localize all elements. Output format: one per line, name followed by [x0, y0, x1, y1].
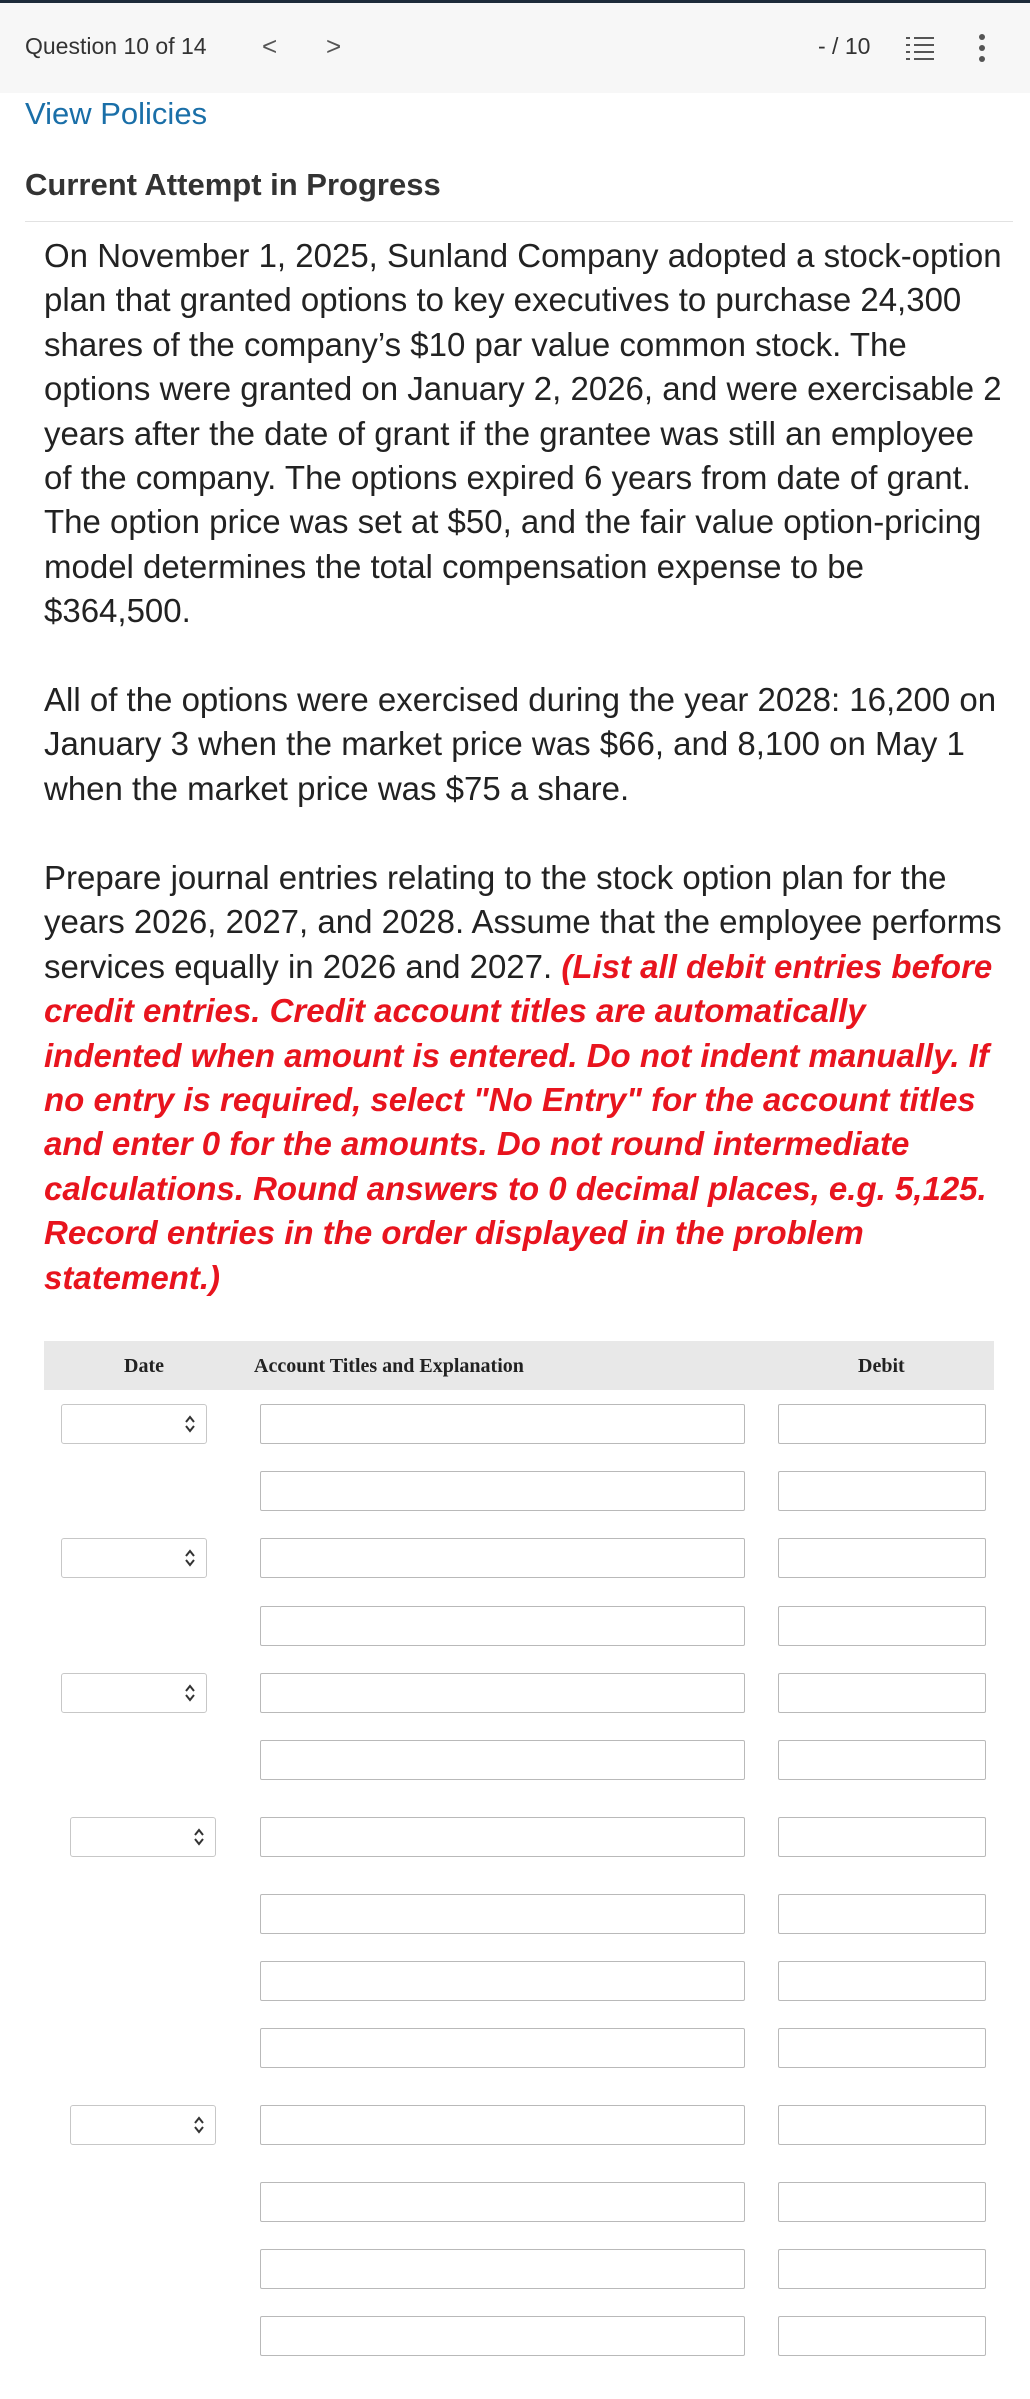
debit-amount-input[interactable]: [778, 2182, 986, 2222]
task-text: Prepare journal entries relating to the stock option plan for the years 2026, 2027, and 2028. Assume that the employee performs services equally in 2026 and 2027.: [44, 859, 1002, 985]
date-select[interactable]: [61, 1673, 207, 1713]
attempt-title: Current Attempt in Progress: [25, 167, 441, 202]
journal-table-header: [44, 1341, 994, 1390]
account-title-input[interactable]: [260, 1894, 745, 1934]
date-column-header: Date: [124, 1355, 164, 1377]
date-select[interactable]: [70, 2105, 216, 2145]
date-select[interactable]: [70, 1817, 216, 1857]
debit-amount-input[interactable]: [778, 2249, 986, 2289]
debit-amount-input[interactable]: [778, 2028, 986, 2068]
view-policies-link[interactable]: View Policies: [25, 96, 208, 131]
next-question-button[interactable]: >: [326, 31, 342, 61]
question-counter: Question 10 of 14: [25, 33, 207, 59]
account-title-input[interactable]: [260, 1817, 745, 1857]
account-title-input[interactable]: [260, 2028, 745, 2068]
account-title-input[interactable]: [260, 2182, 745, 2222]
debit-amount-input[interactable]: [778, 1961, 986, 2001]
updown-chevron-icon: [193, 1826, 205, 1848]
debit-amount-input[interactable]: [778, 1894, 986, 1934]
debit-amount-input[interactable]: [778, 1538, 986, 1578]
account-title-input[interactable]: [260, 1471, 745, 1511]
account-title-input[interactable]: [260, 1673, 745, 1713]
account-title-input[interactable]: [260, 1961, 745, 2001]
account-title-input[interactable]: [260, 1606, 745, 1646]
debit-column-header: Debit: [858, 1355, 905, 1377]
problem-paragraph-1: On November 1, 2025, Sunland Company adopted a stock-option plan that granted options to key executives to purchase 24,300 shares of the company’s $10 par value common stock. The options were granted on January 2, 2026, and were exercisable 2 years after the date of grant if the grantee was still an employee of the company. The options expired 6 years from date of grant. The option price was set at $50, and the fair value option-pricing model determines the total compensation expense to be $364,500.: [44, 237, 1002, 630]
account-title-input[interactable]: [260, 1404, 745, 1444]
account-title-input[interactable]: [260, 1740, 745, 1780]
problem-paragraph-2: All of the options were exercised during the year 2028: 16,200 on January 3 when the market price was $66, and 8,100 on May 1 when the market price was $75 a share.: [44, 681, 997, 807]
debit-amount-input[interactable]: [778, 1606, 986, 1646]
more-vertical-icon[interactable]: [976, 33, 988, 63]
account-title-input[interactable]: [260, 1538, 745, 1578]
account-title-input[interactable]: [260, 2249, 745, 2289]
updown-chevron-icon: [184, 1682, 196, 1704]
updown-chevron-icon: [184, 1547, 196, 1569]
debit-amount-input[interactable]: [778, 1740, 986, 1780]
debit-amount-input[interactable]: [778, 1404, 986, 1444]
date-select[interactable]: [61, 1538, 207, 1578]
debit-amount-input[interactable]: [778, 1673, 986, 1713]
problem-paragraph-3: [44, 856, 1004, 1300]
debit-amount-input[interactable]: [778, 2105, 986, 2145]
debit-amount-input[interactable]: [778, 1471, 986, 1511]
previous-question-button[interactable]: <: [262, 31, 278, 61]
question-header: [0, 3, 1030, 93]
debit-amount-input[interactable]: [778, 2316, 986, 2356]
account-title-input[interactable]: [260, 2105, 745, 2145]
updown-chevron-icon: [193, 2114, 205, 2136]
account-column-header: Account Titles and Explanation: [254, 1355, 524, 1377]
account-title-input[interactable]: [260, 2316, 745, 2356]
debit-amount-input[interactable]: [778, 1817, 986, 1857]
updown-chevron-icon: [184, 1413, 196, 1435]
instructions-text: (List all debit entries before credit entries. Credit account titles are automatically indented when amount is entered. Do not indent manually. If no entry is required, select "No Entry" for the account titles and enter 0 for the amounts. Do not round intermediate calculations. Round answers to 0 decimal places, e.g. 5,125. Record entries in the order displayed in the problem statement.): [44, 947, 993, 1296]
date-select[interactable]: [61, 1404, 207, 1444]
list-icon[interactable]: [906, 35, 934, 63]
divider: [25, 221, 1013, 222]
score-display: - / 10: [818, 33, 871, 59]
